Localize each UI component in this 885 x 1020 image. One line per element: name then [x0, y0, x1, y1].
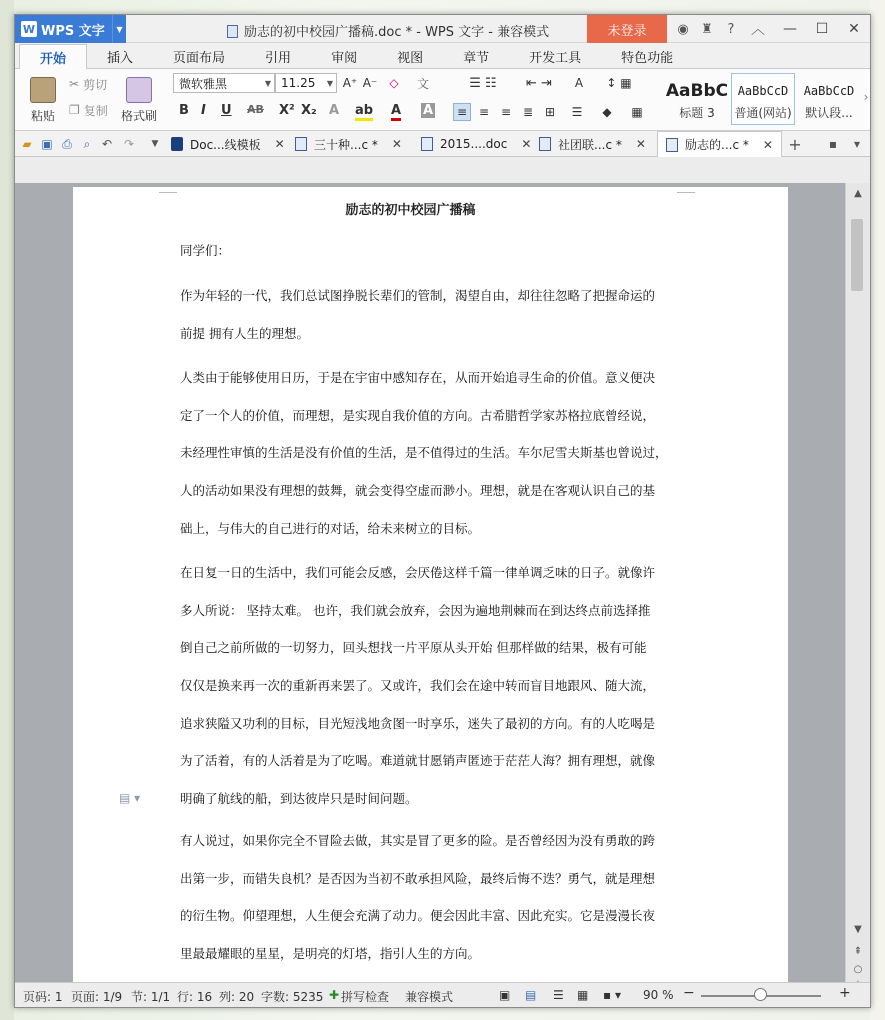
shrink-font-icon[interactable]: A⁻: [362, 76, 378, 90]
cut-button[interactable]: ✂ 剪切: [69, 77, 108, 92]
clipboard-icon: [30, 77, 56, 103]
scrollbar-thumb[interactable]: [851, 219, 863, 291]
scroll-down-icon[interactable]: ▼: [854, 923, 862, 935]
clear-format-icon[interactable]: ◇: [389, 76, 399, 90]
zoom-in-icon[interactable]: +: [839, 985, 851, 1001]
doc-tab-3[interactable]: 2015....doc ✕: [421, 131, 531, 157]
font-name-select[interactable]: 微软雅黑 ▼: [173, 73, 275, 93]
web-view-icon[interactable]: ▦: [577, 988, 589, 1002]
tab-developer[interactable]: 开发工具: [529, 50, 582, 66]
strikethrough-icon[interactable]: AB: [247, 103, 264, 116]
list-buttons[interactable]: ☰ ☷: [469, 75, 497, 91]
paragraph-options-icon[interactable]: ▤ ▾: [119, 791, 141, 805]
skin-icon[interactable]: ◉: [677, 21, 689, 37]
superscript-icon[interactable]: X²: [279, 103, 295, 118]
status-row: 行: 16: [177, 990, 213, 1004]
desktop-right-edge: [870, 0, 885, 1020]
style-normal-web[interactable]: AaBbCcD 普通(网站): [731, 73, 795, 125]
paragraph-shading-icon[interactable]: ◆: [602, 105, 612, 119]
style-gallery-scroll-icon[interactable]: ›: [863, 90, 869, 104]
italic-icon[interactable]: I: [201, 103, 206, 118]
editing-area[interactable]: [15, 183, 845, 984]
wps-window: [14, 14, 871, 1008]
spellcheck-button[interactable]: 拼写检查: [341, 990, 390, 1004]
spellcheck-icon[interactable]: ✚: [329, 988, 340, 1002]
reading-view-icon[interactable]: ▪ ▾: [603, 988, 621, 1002]
tab-page-layout[interactable]: 页面布局: [173, 50, 226, 66]
close-button[interactable]: ✕: [848, 21, 860, 37]
doc-file-icon: [539, 137, 551, 151]
scroll-up-icon[interactable]: ▲: [854, 187, 862, 199]
redo-icon[interactable]: ↷: [123, 137, 135, 151]
zoom-slider-knob[interactable]: [754, 988, 767, 1001]
doc-tab-4[interactable]: 社团联...c * ✕: [539, 131, 646, 157]
style-heading3[interactable]: AaBbC 标题 3: [665, 80, 729, 120]
bold-icon[interactable]: B: [179, 103, 189, 118]
prev-page-icon[interactable]: ⇞: [853, 945, 863, 957]
style-default-paragraph[interactable]: AaBbCcD 默认段...: [803, 83, 855, 120]
brush-icon: [126, 77, 152, 103]
open-folder-icon[interactable]: ▰: [22, 137, 32, 151]
font-size-select[interactable]: 11.25 ▼: [275, 73, 337, 93]
fullscreen-icon[interactable]: ▣: [499, 988, 511, 1002]
paragraph: 作为年轻的一代，我们总试图挣脱长辈们的管制，渴望自由，却往往忽略了把握命运的 前提 拥有人生的理想。: [180, 288, 656, 341]
ribbon: [15, 69, 870, 131]
status-pages: 页面: 1/9: [71, 990, 123, 1004]
title-bar: [15, 15, 870, 43]
close-tab-icon[interactable]: ✕: [274, 137, 285, 151]
text-effect-icon[interactable]: A: [329, 103, 340, 118]
align-right-icon[interactable]: ≡: [500, 105, 512, 119]
print-icon[interactable]: ⎙: [62, 136, 72, 151]
title-tools: [671, 15, 743, 43]
window-title: 励志的初中校园广播稿.doc * - WPS 文字 - 兼容模式: [227, 21, 549, 40]
sort-icon[interactable]: ↕ ▦: [606, 76, 632, 90]
doc-tab-1[interactable]: Doc...线模板 ✕: [171, 131, 285, 157]
tab-references[interactable]: 引用: [265, 50, 292, 66]
status-page-number: 页码: 1: [23, 990, 63, 1004]
zoom-level[interactable]: 90 %: [643, 988, 674, 1002]
page-corner-mark: [677, 187, 695, 193]
document-title: 励志的初中校园广播稿: [345, 203, 476, 218]
align-left-icon[interactable]: ≡: [453, 103, 471, 121]
customize-toolbar-icon[interactable]: ▼: [151, 139, 159, 149]
font-color-icon[interactable]: A: [391, 103, 401, 121]
align-center-icon[interactable]: ≡: [478, 105, 490, 119]
border-icon[interactable]: ▦: [631, 105, 643, 119]
tab-review[interactable]: 审阅: [331, 50, 358, 66]
status-section: 节: 1/1: [131, 990, 171, 1004]
format-painter-button[interactable]: 格式刷: [119, 73, 159, 127]
maximize-button[interactable]: ☐: [815, 21, 829, 37]
status-col: 列: 20: [219, 990, 255, 1004]
help-icon[interactable]: ?: [727, 21, 735, 37]
status-bar: [15, 982, 871, 1007]
zoom-out-icon[interactable]: −: [683, 985, 695, 1001]
close-tab-icon[interactable]: ✕: [521, 137, 532, 151]
doc-file-icon: [171, 137, 183, 151]
highlight-icon[interactable]: ab: [355, 103, 373, 121]
window-controls: [742, 15, 870, 43]
close-tab-icon[interactable]: ✕: [391, 137, 402, 151]
tab-view[interactable]: 视图: [397, 50, 424, 66]
menu-tabs: [15, 43, 870, 69]
document-tabs-bar: [15, 131, 870, 157]
doc-tab-active[interactable]: 励志的...c * ✕: [657, 131, 782, 157]
close-tab-icon[interactable]: ✕: [635, 137, 646, 151]
compat-mode-label: 兼容模式: [405, 990, 454, 1004]
grow-font-icon[interactable]: A⁺: [342, 76, 358, 90]
underline-icon[interactable]: U: [221, 103, 232, 118]
paragraph: 有人说过，如果你完全不冒险去做，其实是冒了更多的险。是否曾经因为没有勇敢的跨 出第一步，而错失良机？是否因为当初不敢承担风险，最终后悔不迭？勇气，就是理想 的衍生物。仰望理想，人生便会充满了动力。便会因此丰富、因此充实。它是漫漫长夜 里最最耀眼的星星，是明亮的灯塔，指引人生的方向。: [180, 833, 656, 962]
chevron-down-icon[interactable]: ▼: [112, 15, 126, 43]
vertical-scrollbar[interactable]: [845, 183, 870, 984]
outline-view-icon[interactable]: ☰: [553, 988, 564, 1002]
undo-icon[interactable]: ↶: [101, 137, 113, 151]
subscript-icon[interactable]: X₂: [301, 103, 317, 118]
scissors-icon: ✂: [69, 77, 80, 91]
page-view-icon[interactable]: ▤: [525, 988, 537, 1002]
char-shading-icon[interactable]: A: [423, 103, 434, 118]
doc-file-icon: [666, 138, 678, 152]
paragraph: 在日复一日的生活中，我们可能会反感，会厌倦这样千篇一律单调乏味的日子。就像许 多人所说： 坚持太难。 也许，我们就会放弃，会因为遍地荆棘而在到达终点前选择推 倒自己之前所做的一切努力，回头想找一片平原从头开始 但那样做的结果，极有可能 仅仅是换来再一次的重新再来罢了。又或许，我们会在途中转而盲目地跟风、随大流， 追求狭隘又功利的目标，目光短浅地贪图一时享乐，迷失了最初的方向。有的人吃喝是 为了活着，有的人活着是为了吃喝。难道就甘愿销声匿迹于茫茫人海？拥有理想，就像 明确了航线的船，到达彼岸只是时间问题。: [180, 565, 656, 807]
paste-button[interactable]: 粘贴: [23, 73, 63, 127]
close-tab-icon[interactable]: ✕: [762, 137, 773, 152]
line-spacing-icon[interactable]: ☰: [571, 105, 583, 119]
distribute-icon[interactable]: ⊞: [544, 105, 556, 119]
copy-button[interactable]: ❐ 复制: [69, 103, 108, 118]
wps-app-menu-button[interactable]: [15, 15, 126, 43]
print-preview-icon[interactable]: ⌕: [83, 136, 91, 151]
indent-buttons[interactable]: ⇤ ⇥: [526, 75, 552, 91]
page-corner-mark: [159, 187, 177, 193]
desktop-left-edge: [0, 0, 14, 1020]
new-tab-icon[interactable]: +: [788, 134, 802, 154]
status-word-count[interactable]: 字数: 5235: [261, 990, 324, 1004]
doc-file-icon: [421, 137, 433, 151]
document-icon: [227, 25, 238, 38]
document-page[interactable]: [73, 187, 788, 984]
tab-start[interactable]: 开始: [19, 44, 87, 69]
collapse-ribbon-icon[interactable]: ︿: [751, 22, 765, 38]
tab-features[interactable]: 特色功能: [621, 50, 674, 66]
wps-logo-icon: W: [22, 22, 36, 36]
paragraph: 同学们：: [180, 243, 231, 258]
select-browse-icon[interactable]: ○: [853, 963, 863, 975]
app-name: WPS 文字: [41, 23, 105, 39]
copy-icon: ❐: [69, 103, 80, 117]
doc-tab-2[interactable]: 三十种...c * ✕: [295, 131, 402, 157]
paragraph: 人类由于能够使用日历，于是在宇宙中感知存在，从而开始追寻生命的价值。意义便决 定了一个人的价值，而理想，是实现自我价值的方向。古希腊哲学家苏格拉底曾经说， 未经理性审慎的生活是没有价值的生活，是不值得过的生活。车尔尼雪夫斯基也曾说过， 人的活动如果没有理想的鼓舞，就会变得空虚而渺小。理想，就是在客观认识自己的基 础上，与伟大的自己进行的对话，给未来树立的目标。: [180, 370, 668, 536]
tab-menu-icon[interactable]: ▾: [853, 137, 861, 151]
doc-file-icon: [295, 137, 307, 151]
justify-icon[interactable]: ≣: [522, 105, 534, 119]
phonetic-icon[interactable]: 文: [416, 76, 429, 91]
save-icon[interactable]: ▣: [41, 137, 53, 151]
tab-insert[interactable]: 插入: [107, 50, 134, 66]
change-case-icon[interactable]: A: [574, 76, 584, 90]
shirt-icon[interactable]: ♜: [701, 21, 713, 37]
login-button[interactable]: 未登录: [587, 15, 667, 43]
tab-list-icon[interactable]: ▪: [828, 137, 838, 151]
tab-section[interactable]: 章节: [463, 50, 490, 66]
minimize-button[interactable]: —: [783, 21, 797, 37]
